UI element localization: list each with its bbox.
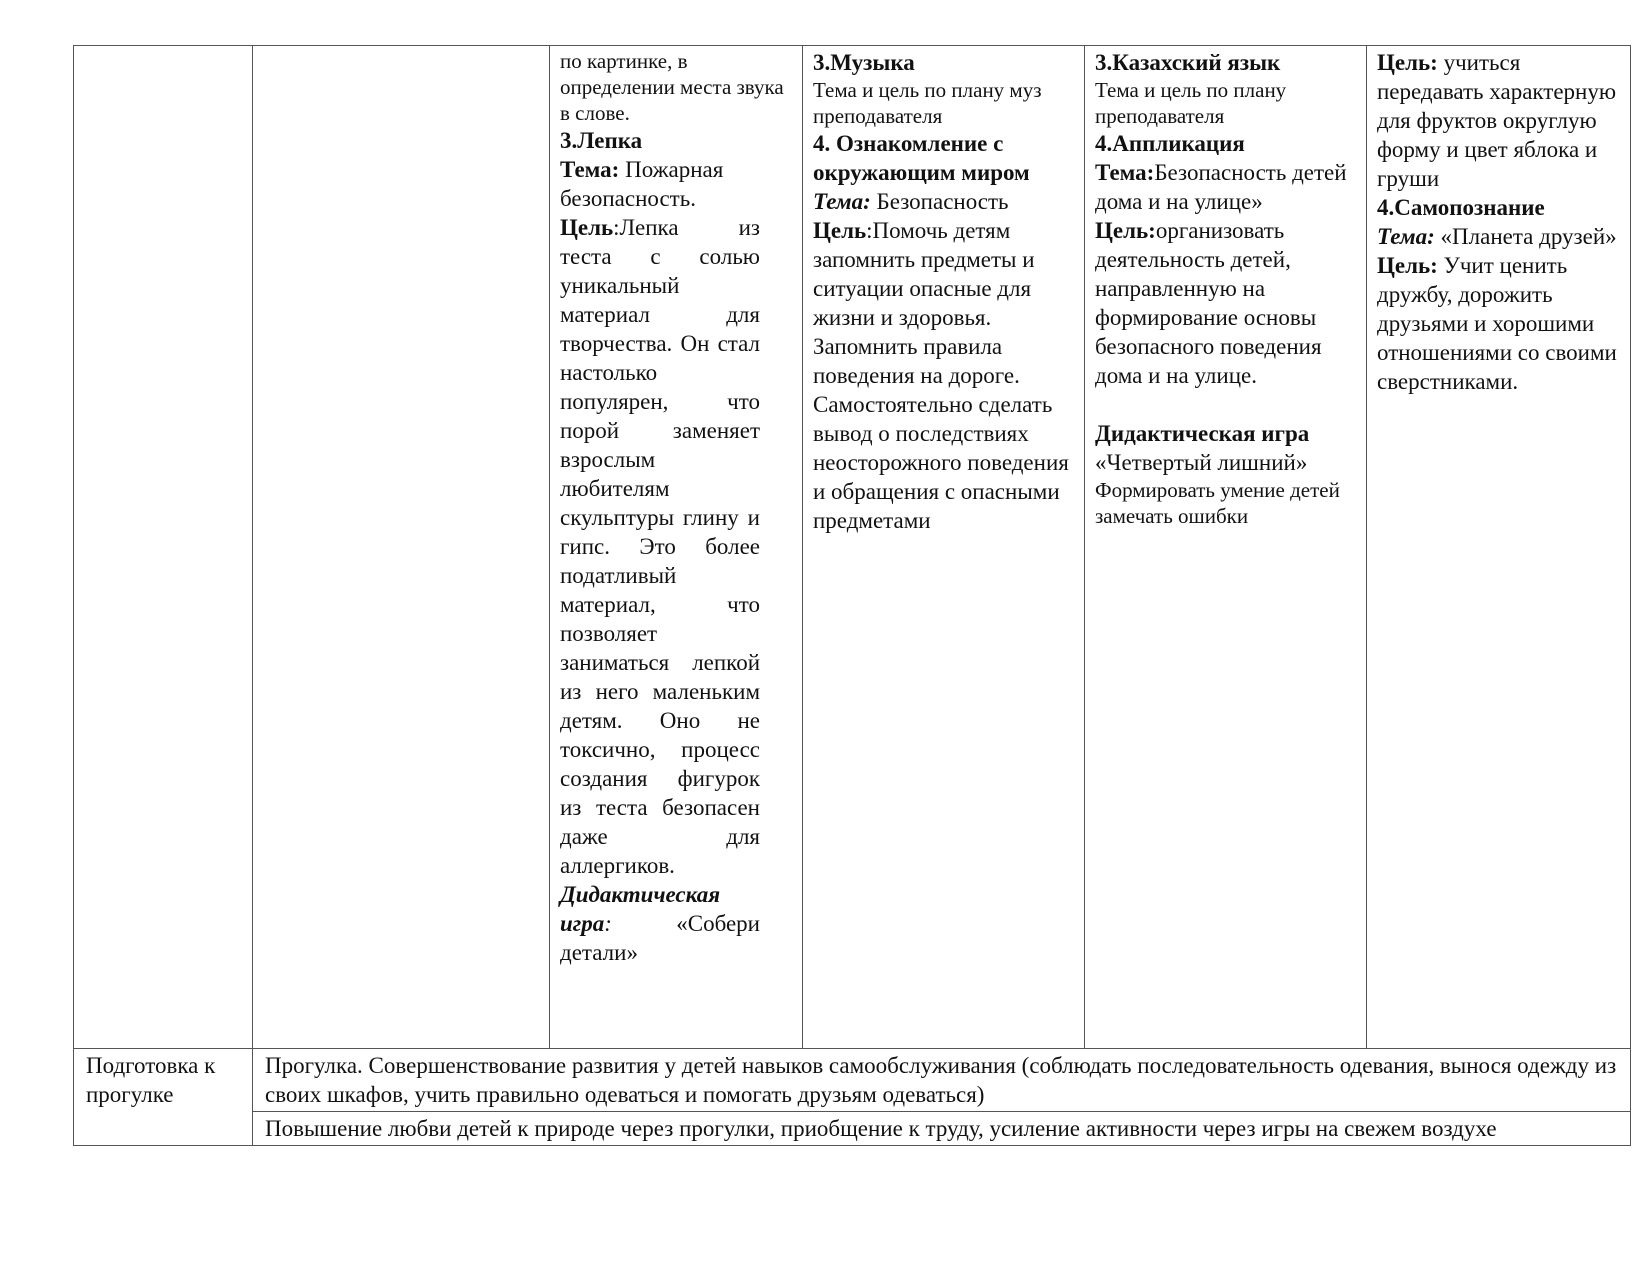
table-row — [74, 1112, 1631, 1146]
samo-tema: Тема: «Планета друзей» — [1377, 224, 1617, 249]
game-name: «Четвертый лишний» — [1095, 450, 1308, 475]
samo-goal: Цель: Учит ценить дружбу, дорожить друзьями и хорошими отношениями со своими сверстниками. — [1377, 253, 1617, 394]
app-tema: Тема:Безопасность детей дома и на улице» — [1095, 160, 1347, 214]
music-text: Тема и цель по плану муз преподавателя — [813, 78, 1042, 128]
game-title: Дидактическая игра — [1095, 421, 1310, 446]
schedule-table — [73, 45, 1631, 1146]
ozn-goal: Цель:Помочь детям запомнить предметы и ситуации опасные для жизни и здоровья. Запомнить правила поведения на дороге. Самостоятельно сделать вывод о последствиях неосторожного поведения и обращения с опасными предметами — [813, 218, 1069, 533]
lepka-game: Дидактическая игра: «Собери детали» — [560, 882, 760, 965]
self-knowledge-cell — [1367, 46, 1631, 1049]
spacer — [1095, 390, 1356, 419]
game-text: Формировать умение детей замечать ошибки — [1095, 478, 1340, 528]
samo-title: 4.Самопознание — [1377, 195, 1545, 220]
ozn-title: 4. Ознакомление с окружающим миром — [813, 131, 1030, 185]
empty-cell — [74, 46, 253, 1049]
empty-cell — [253, 46, 550, 1049]
lepka-goal: Цель:Лепка из теста с солью уникальный материал для творчества. Он стал настолько популярен, что порой заменяет взрослым любителям скульптуры глину и гипс. Это более податливый материал, что позволяет заниматься лепкой из него маленьким детям. Оно не токсично, процесс создания фигурок из теста безопасен даже для аллергиков. — [560, 215, 760, 878]
table-row — [74, 46, 1631, 1049]
music-title: 3.Музыка — [813, 50, 915, 75]
kazakh-cell — [1085, 46, 1367, 1049]
document-page — [73, 45, 1630, 1146]
intro-text: по картинке, в определении места звука в слове. — [560, 49, 784, 125]
music-cell — [803, 46, 1085, 1049]
kazakh-title: 3.Казахский язык — [1095, 50, 1281, 75]
drawing-goal: Цель: учиться передавать характерную для фруктов округлую форму и цвет яблока и груши — [1377, 50, 1617, 191]
kazakh-text: Тема и цель по плану преподавателя — [1095, 78, 1287, 128]
walk-row-1: Прогулка. Совершенствование развития у детей навыков самообслуживания (соблюдать последовательность одевания, вынося одежду из своих шкафов, учить правильно одеваться и помогать друзьям одеваться) — [253, 1049, 1631, 1112]
walk-row-2: Повышение любви детей к природе через прогулки, приобщение к труду, усиление активности через игры на свежем воздухе — [253, 1112, 1631, 1146]
lepka-title: 3.Лепка — [560, 128, 643, 153]
lepka-cell — [550, 46, 803, 1049]
table-row — [74, 1049, 1631, 1112]
ozn-tema: Тема: Безопасность — [813, 189, 1009, 214]
lepka-tema: Тема: Пожарная безопасность. — [560, 157, 724, 211]
app-goal: Цель:организовать деятельность детей, направленную на формирование основы безопасного поведения дома и на улице. — [1095, 218, 1322, 388]
app-title: 4.Аппликация — [1095, 131, 1245, 156]
walk-label: Подготовка к прогулке — [74, 1049, 253, 1146]
